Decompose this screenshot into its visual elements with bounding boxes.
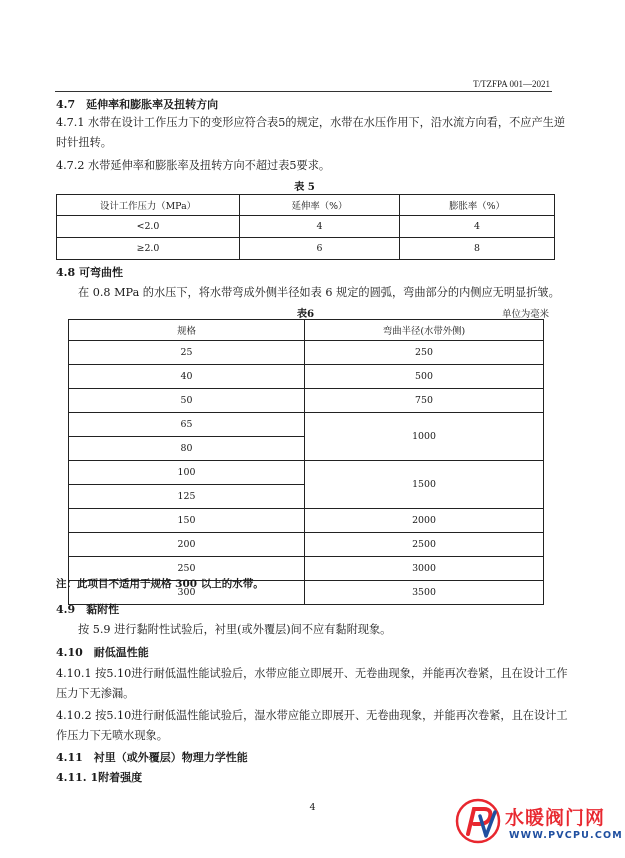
- table-row: [57, 216, 555, 238]
- pvc-logo-icon: [455, 798, 501, 844]
- table6-radius-cell: 1500: [305, 461, 544, 509]
- table6-radius-cell: 750: [305, 389, 544, 413]
- table-row: [69, 509, 544, 533]
- table6-size-cell: 200: [69, 533, 305, 557]
- table6-radius-cell: 250: [305, 341, 544, 365]
- table6-unit: 单位为毫米: [502, 309, 549, 320]
- table5-caption: 表 5: [294, 181, 315, 193]
- table5-cell: 6: [240, 238, 400, 260]
- table6-radius-cell: 500: [305, 365, 544, 389]
- table5-header-row: [57, 195, 555, 216]
- table6-note: 注：此项目不适用于规格 300 以上的水带。: [56, 578, 264, 590]
- table6-radius-cell: 3500: [305, 581, 544, 605]
- para-4-10-2-line2: 作压力下无喷水现象。: [56, 729, 168, 742]
- table5-cell: 4: [240, 216, 400, 238]
- table6-size-cell: 80: [69, 437, 305, 461]
- section-4-7-title: 4.7 延伸率和膨胀率及扭转方向: [56, 98, 219, 111]
- table6-size-cell: 65: [69, 413, 305, 437]
- table5: [56, 194, 555, 260]
- section-4-8-title: 4.8 可弯曲性: [56, 266, 123, 279]
- section-4-11-title: 4.11 衬里（或外覆层）物理力学性能: [56, 751, 248, 764]
- table5-header-cell: 延伸率（%）: [240, 195, 400, 216]
- table6-size-cell: 300: [69, 581, 305, 605]
- table-row: [69, 533, 544, 557]
- header-rule: [55, 91, 552, 92]
- table6-size-cell: 100: [69, 461, 305, 485]
- table6-radius-cell: 2500: [305, 533, 544, 557]
- para-4-10-2-line1: 4.10.2 按5.10进行耐低温性能试验后，湿水带应能立即展开、无卷曲现象，并能再次卷紧，且在设计工: [56, 709, 568, 722]
- table6-radius-cell: 2000: [305, 509, 544, 533]
- table6-header-cell: 弯曲半径(水带外侧): [305, 320, 544, 341]
- table6-radius-cell: 3000: [305, 557, 544, 581]
- para-4-9: 按 5.9 进行黏附性试验后，衬里(或外覆层)间不应有黏附现象。: [78, 623, 392, 636]
- para-4-7-1-line1: 4.7.1 水带在设计工作压力下的变形应符合表5的规定，水带在水压作用下，沿水流方向看，不应产生逆: [56, 116, 566, 129]
- table6-size-cell: 40: [69, 365, 305, 389]
- para-4-10-1-line2: 压力下无渗漏。: [56, 687, 135, 700]
- table6-header-cell: 规格: [69, 320, 305, 341]
- watermark-url: WWW.PVCPU.COM: [509, 830, 623, 841]
- table6-size-cell: 25: [69, 341, 305, 365]
- table-row: [57, 238, 555, 260]
- table5-header-cell: 膨胀率（%）: [400, 195, 555, 216]
- document-number: T/TZFPA 001—2021: [473, 79, 550, 89]
- table6-radius-cell: 1000: [305, 413, 544, 461]
- para-4-10-1-line1: 4.10.1 按5.10进行耐低温性能试验后，水带应能立即展开、无卷曲现象，并能再次卷紧，且在设计工作: [56, 667, 568, 680]
- table6-size-cell: 250: [69, 557, 305, 581]
- table-row: [69, 341, 544, 365]
- table-row: [69, 389, 544, 413]
- table-row: [69, 413, 544, 437]
- table5-cell: 4: [400, 216, 555, 238]
- table5-cell: 8: [400, 238, 555, 260]
- para-4-8: 在 0.8 MPa 的水压下，将水带弯成外侧半径如表 6 规定的圆弧，弯曲部分的内侧应无明显折皱。: [78, 286, 560, 299]
- table5-cell: <2.0: [57, 216, 240, 238]
- table6: [68, 319, 544, 605]
- subsection-4-11-1: 4.11. 1附着强度: [56, 771, 143, 784]
- table6-header-row: [69, 320, 544, 341]
- table6-size-cell: 50: [69, 389, 305, 413]
- table5-header-cell: 设计工作压力（MPa）: [57, 195, 240, 216]
- section-4-9-title: 4.9 黏附性: [56, 603, 120, 616]
- table5-cell: ≥2.0: [57, 238, 240, 260]
- watermark-site-name: 水暖阀门网: [505, 807, 606, 829]
- section-4-10-title: 4.10 耐低温性能: [56, 646, 149, 659]
- page-number: 4: [309, 802, 316, 813]
- table-row: [69, 461, 544, 485]
- para-4-7-1-line2: 时针扭转。: [56, 136, 112, 149]
- para-4-7-2: 4.7.2 水带延伸率和膨胀率及扭转方向不超过表5要求。: [56, 159, 331, 172]
- table6-caption: 表6: [296, 308, 315, 320]
- table6-size-cell: 125: [69, 485, 305, 509]
- table-row: [69, 365, 544, 389]
- table6-size-cell: 150: [69, 509, 305, 533]
